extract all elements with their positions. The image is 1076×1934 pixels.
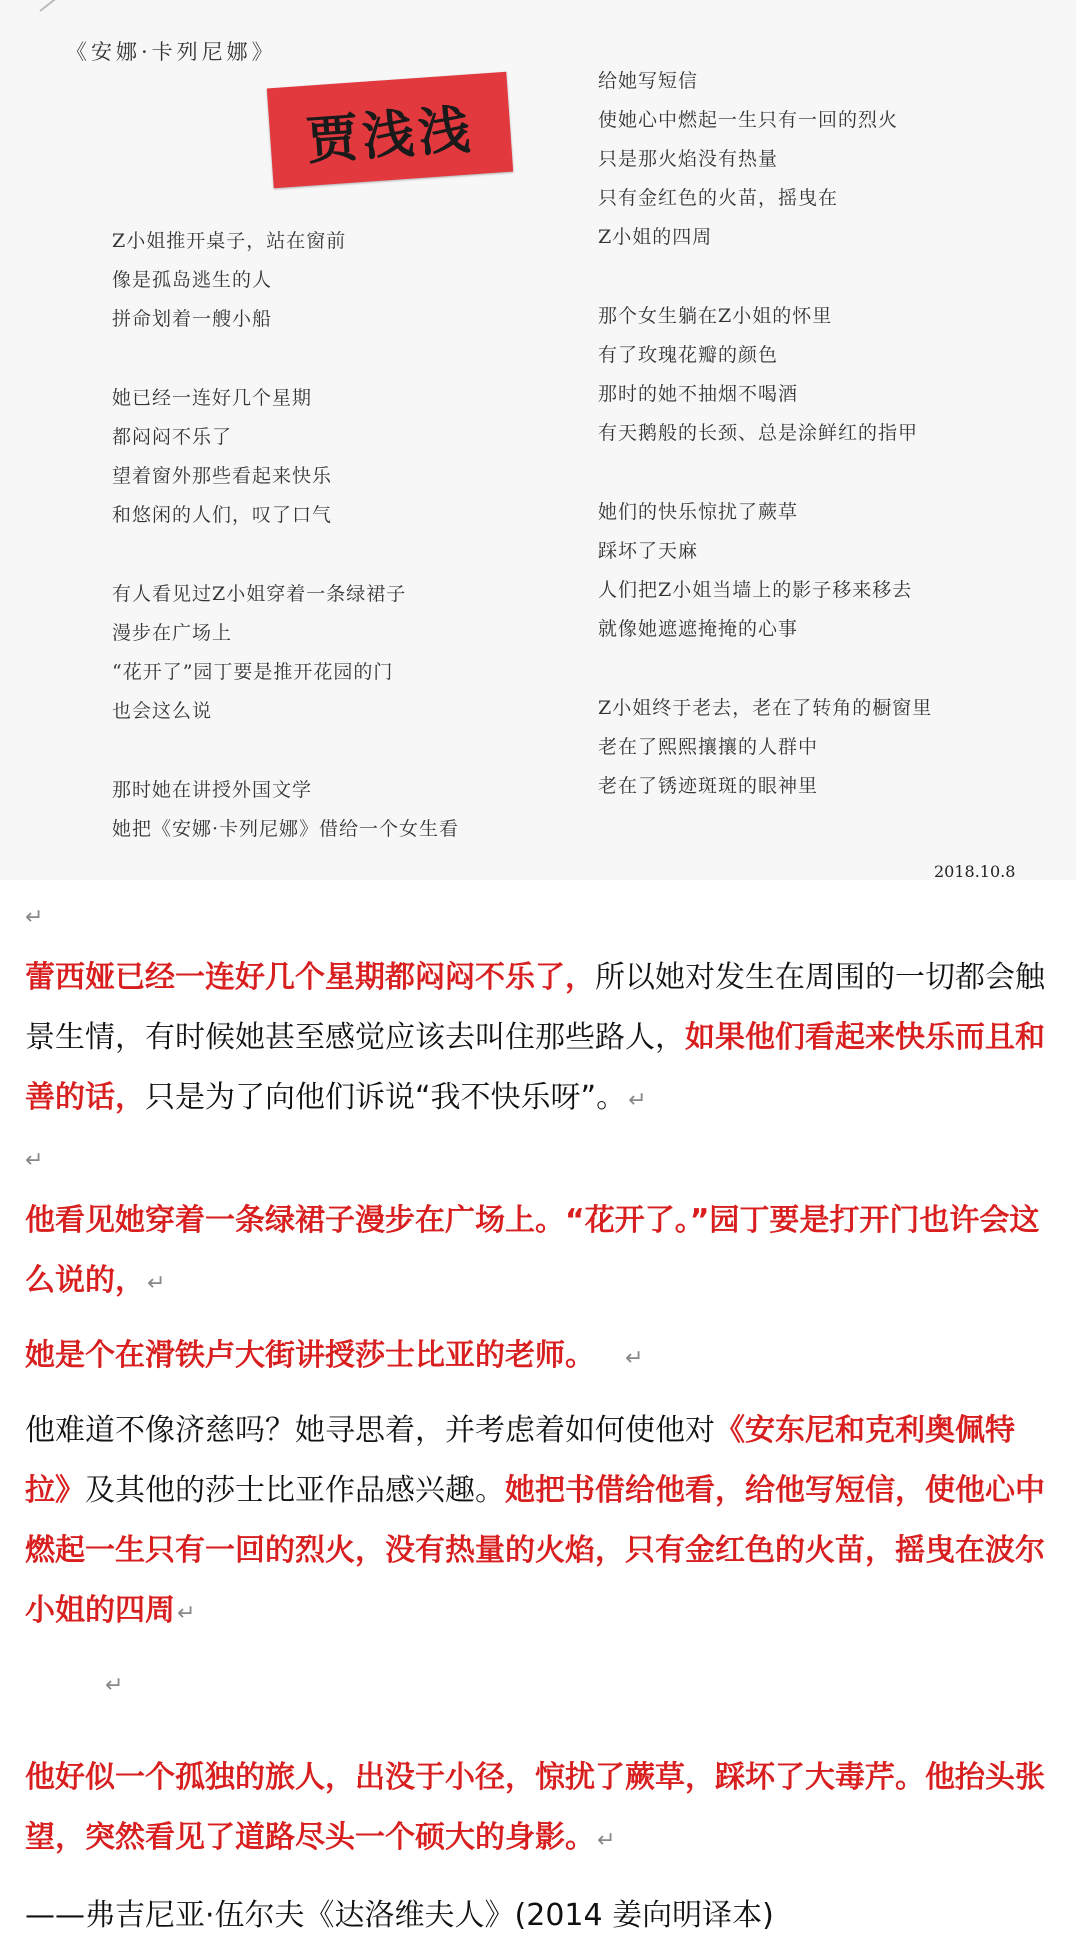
return-mark: ↵: [25, 1148, 44, 1173]
book-title: 《安娜·卡列尼娜》: [66, 40, 277, 64]
poem-line: 踩坏了天麻: [598, 540, 699, 562]
highlighted-text: 他好似一个孤独的旅人，出没于小径，惊扰了蕨草，踩坏了大毒芹。他抬头张望，突然看见了道路尽头一个硕大的身影。: [25, 1760, 1045, 1855]
plain-text: 及其他的莎士比亚作品感兴趣。: [85, 1473, 505, 1508]
poem-line: 她已经一连好几个星期: [112, 387, 313, 409]
poem-line: 那时她在讲授外国文学: [112, 779, 313, 801]
poem-line: 那时的她不抽烟不喝酒: [598, 383, 799, 405]
highlighted-text: 蕾西娅已经一连好几个星期都闷闷不乐了，: [25, 960, 595, 995]
highlighted-text: 《安东尼和克利奥佩特拉》: [25, 1413, 1015, 1508]
poem-line: 都闷闷不乐了: [112, 426, 233, 448]
poem-line: 望着窗外那些看起来快乐: [112, 465, 333, 487]
return-mark: ↵: [105, 1673, 124, 1698]
poem-line: “花开了”园丁要是推开花园的门: [112, 661, 394, 683]
plain-text: 他难道不像济慈吗？她寻思着，并考虑着如何使他对: [25, 1413, 715, 1448]
return-mark: ↵: [177, 1601, 196, 1626]
paragraph-3: [25, 1326, 1055, 1389]
paragraph-5: [25, 1748, 1055, 1871]
poem-line: 也会这么说: [112, 700, 213, 722]
highlighted-text: 如果他们看起来快乐而且和善的话，: [25, 1020, 1045, 1115]
page-fold-line: [39, 0, 88, 12]
plain-text: 只是为了向他们诉说“我不快乐呀”。: [145, 1080, 627, 1115]
poem-line: 只是那火焰没有热量: [598, 148, 779, 170]
poem-date: 2018.10.8: [934, 862, 1016, 881]
poem-line: 老在了锈迹斑斑的眼神里: [598, 775, 819, 797]
source-citation: ——弗吉尼亚·伍尔夫《达洛维夫人》(2014 姜向明译本): [25, 1898, 774, 1933]
poem-line: Z小姐的四周: [598, 226, 713, 248]
highlighted-text: 他看见她穿着一条绿裙子漫步在广场上。“花开了。”园丁要是打开门也许会这么说的，: [25, 1203, 1040, 1298]
return-mark: ↵: [628, 1088, 647, 1113]
paragraph-4: [25, 1401, 1055, 1644]
return-mark: ↵: [625, 1346, 644, 1371]
poem-line: Z小姐终于老去，老在了转角的橱窗里: [598, 697, 933, 719]
highlighted-text: 她把书借给他看，给他写短信，使他心中燃起一生只有一回的烈火，没有热量的火焰，只有金红色的火苗，摇曳在波尔小姐的四周: [25, 1473, 1045, 1628]
poem-line: 有人看见过Z小姐穿着一条绿裙子: [112, 583, 407, 605]
return-mark: ↵: [597, 1828, 616, 1853]
poem-line: 只有金红色的火苗，摇曳在: [598, 187, 839, 209]
poem-line: 老在了熙熙攘攘的人群中: [598, 736, 819, 758]
poem-line: 那个女生躺在Z小姐的怀里: [598, 305, 833, 327]
poem-line: 她们的快乐惊扰了蕨草: [598, 501, 799, 523]
poem-line: 拼命划着一艘小船: [112, 308, 273, 330]
poem-line: 有了玫瑰花瓣的颜色: [598, 344, 779, 366]
poem-line: 给她写短信: [598, 70, 699, 92]
plain-text: 所以她对发生在周围的一切都会触景生情，有时候她甚至感觉应该去叫住那些路人，: [25, 960, 1045, 1055]
scanned-poem-page: [0, 0, 1076, 880]
comparison-text: [25, 888, 1055, 1871]
author-stamp-text: 贾浅浅: [304, 99, 477, 172]
highlighted-text: 她是个在滑铁卢大街讲授莎士比亚的老师。: [25, 1338, 595, 1373]
poem-left-column: [112, 222, 459, 849]
poem-right-column: [598, 62, 932, 806]
poem-line: 就像她遮遮掩掩的心事: [598, 618, 799, 640]
poem-line: 和悠闲的人们，叹了口气: [112, 504, 333, 526]
poem-line: 她把《安娜·卡列尼娜》借给一个女生看: [112, 818, 460, 840]
author-stamp: [267, 72, 513, 188]
paragraph-1: [25, 948, 1055, 1131]
poem-line: 漫步在广场上: [112, 622, 233, 644]
poem-line: 使她心中燃起一生只有一回的烈火: [598, 109, 899, 131]
paragraph-2: [25, 1191, 1055, 1314]
poem-line: 人们把Z小姐当墙上的影子移来移去: [598, 579, 913, 601]
poem-line: Z小姐推开桌子，站在窗前: [112, 230, 347, 252]
return-mark: ↵: [25, 905, 44, 930]
poem-line: 有天鹅般的长颈、总是涂鲜红的指甲: [598, 422, 919, 444]
return-mark: ↵: [147, 1271, 166, 1296]
poem-line: 像是孤岛逃生的人: [112, 269, 273, 291]
